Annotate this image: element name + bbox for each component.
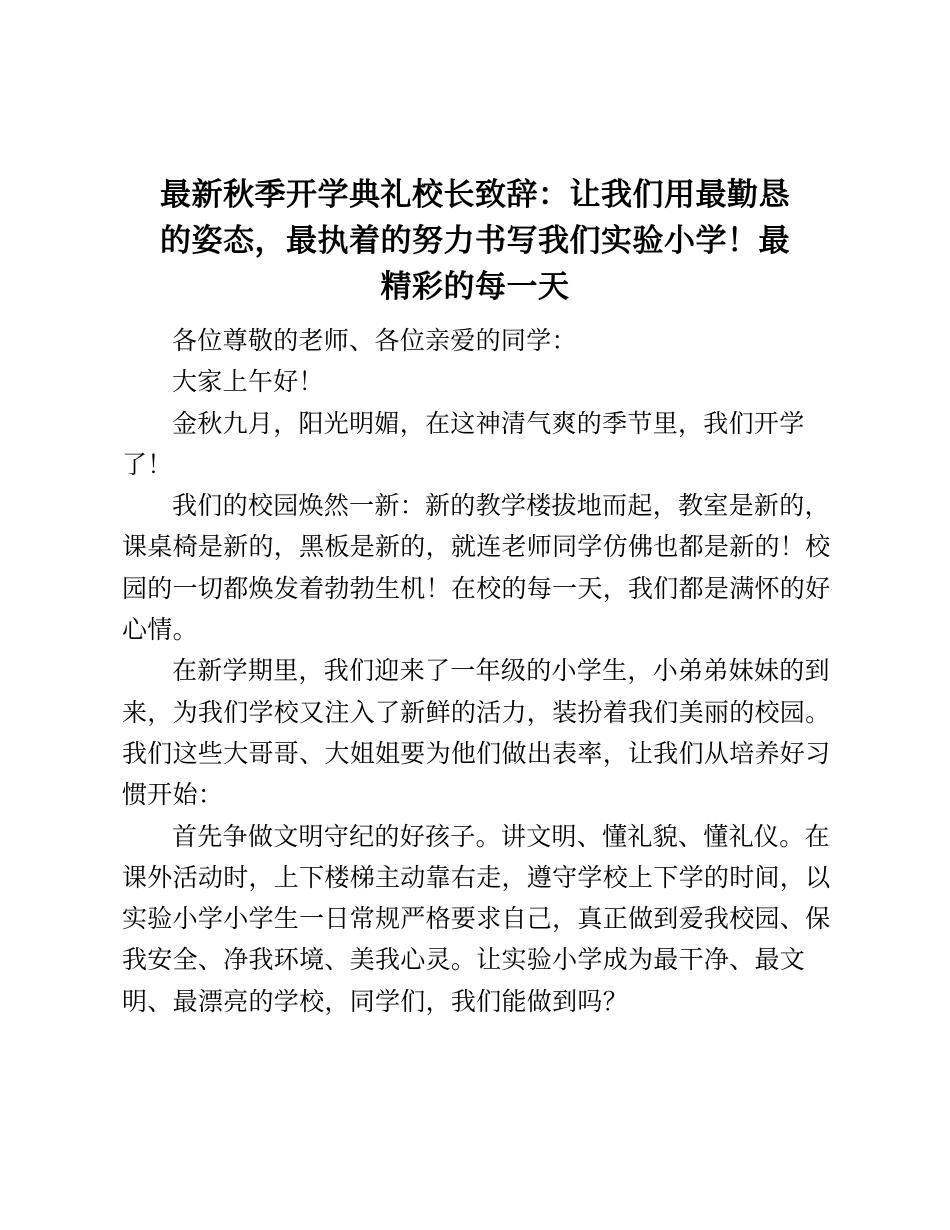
text-line: 惯开始： bbox=[122, 780, 224, 810]
text-line: 了！ bbox=[122, 449, 173, 479]
text-line: 大家上午好！ bbox=[172, 367, 324, 397]
title-line: 精彩的每一天 bbox=[380, 269, 570, 305]
text-line: 在新学期里，我们迎来了一年级的小学生，小弟弟妹妹的到 bbox=[172, 656, 830, 686]
text-line: 各位尊敬的老师、各位亲爱的同学： bbox=[172, 326, 577, 355]
paragraph bbox=[122, 403, 838, 486]
text-line: 我安全、净我环境、美我心灵。让实验小学成为最干净、最文 bbox=[122, 945, 806, 975]
paragraph bbox=[122, 650, 838, 815]
document-body bbox=[122, 320, 838, 1022]
title-line: 的姿态，最执着的努力书写我们实验小学！最 bbox=[160, 223, 790, 259]
text-line: 金秋九月，阳光明媚，在这神清气爽的季节里，我们开学 bbox=[172, 408, 805, 438]
text-line: 心情。 bbox=[122, 615, 198, 645]
text-line: 我们这些大哥哥、大姐姐要为他们做出表率，让我们从培养好习 bbox=[122, 738, 831, 768]
paragraph bbox=[122, 816, 838, 1022]
text-line: 我们的校园焕然一新：新的教学楼拔地而起，教室是新的， bbox=[172, 491, 830, 521]
paragraph-greeting bbox=[122, 361, 838, 402]
paragraph-salutation bbox=[122, 320, 838, 361]
text-line: 首先争做文明守纪的好孩子。讲文明、懂礼貌、懂礼仪。在 bbox=[172, 821, 830, 851]
text-line: 课外活动时，上下楼梯主动靠右走，遵守学校上下学的时间，以 bbox=[122, 862, 831, 892]
text-line: 园的一切都焕发着勃勃生机！在校的每一天，我们都是满怀的好 bbox=[122, 573, 831, 603]
paragraph bbox=[122, 485, 838, 650]
text-line: 来，为我们学校又注入了新鲜的活力，装扮着我们美丽的校园。 bbox=[122, 697, 831, 727]
document-title bbox=[120, 172, 830, 310]
text-line: 课桌椅是新的，黑板是新的，就连老师同学仿佛也都是新的！校 bbox=[122, 532, 831, 562]
title-line: 最新秋季开学典礼校长致辞：让我们用最勤恳 bbox=[160, 177, 790, 213]
text-line: 明、最漂亮的学校，同学们，我们能做到吗？ bbox=[122, 986, 629, 1016]
text-line: 实验小学小学生一日常规严格要求自己，真正做到爱我校园、保 bbox=[122, 904, 831, 934]
